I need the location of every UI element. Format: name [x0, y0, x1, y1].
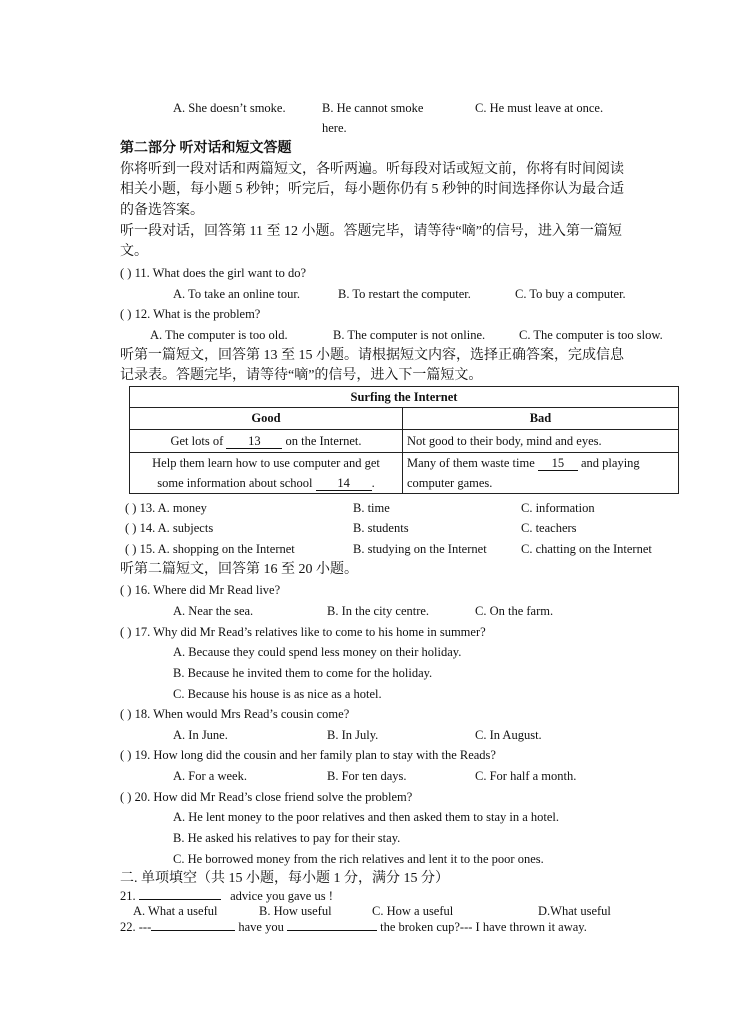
- q17-option-c: C. Because his house is as nice as a hotel.: [173, 687, 382, 701]
- q16-option-c: C. On the farm.: [475, 604, 554, 618]
- q21-text: advice you gave us !: [230, 889, 333, 903]
- q18-option-a: A. In June.: [173, 728, 228, 742]
- table-cell-bad-2: [403, 453, 679, 494]
- table-cell-good-1: [130, 430, 403, 453]
- passage1-instruction-line1: 听第一篇短文，回答第 13 至 15 小题。请根据短文内容，选择正确答案，完成信息: [120, 348, 624, 363]
- q18-option-b: B. In July.: [327, 728, 379, 742]
- q19-option-c: C. For half a month.: [475, 769, 577, 783]
- q17-stem: ( ) 17. Why did Mr Read’s relatives like to come to his home in summer?: [120, 625, 486, 639]
- q11-stem: ( ) 11. What does the girl want to do?: [120, 266, 307, 280]
- q18-stem: ( ) 18. When would Mrs Read’s cousin come?: [120, 707, 350, 721]
- q21-blank: [139, 899, 221, 900]
- q13-option-c: C. information: [521, 501, 595, 515]
- q16-stem: ( ) 16. Where did Mr Read live?: [120, 583, 281, 597]
- q21-option-c: C. How a useful: [372, 904, 454, 918]
- q22-blank-2: [287, 930, 377, 931]
- blank-15: 15: [538, 457, 578, 471]
- dialog-instruction-line1: 听一段对话，回答第 11 至 12 小题。答题完毕，请等待“嘀”的信号，进入第一篇短: [120, 224, 622, 239]
- bad-2-suffix: and playing: [581, 456, 640, 470]
- q12-option-c: C. The computer is too slow.: [519, 328, 663, 342]
- q19-option-a: A. For a week.: [173, 769, 247, 783]
- section2-title: 二. 单项填空（共 15 小题，每小题 1 分，满分 15 分）: [120, 871, 449, 886]
- surfing-info-table: [129, 386, 679, 494]
- passage2-instruction: 听第二篇短文，回答第 16 至 20 小题。: [120, 562, 358, 577]
- q16-option-a: A. Near the sea.: [173, 604, 254, 618]
- q15-option-c: C. chatting on the Internet: [521, 542, 652, 556]
- q22-number: 22. ---: [120, 920, 152, 934]
- q22-line: [120, 919, 587, 935]
- table-cell-good-2: [130, 453, 403, 494]
- q20-option-b: B. He asked his relatives to pay for their stay.: [173, 831, 401, 845]
- q11-option-c: C. To buy a computer.: [515, 287, 626, 301]
- bad-2-line2: computer games.: [407, 476, 493, 490]
- part2-intro-line2: 相关小题，每小题 5 秒钟；听完后，每小题你仍有 5 秒钟的时间选择你认为最合适: [120, 182, 624, 197]
- q12-option-b: B. The computer is not online.: [333, 328, 486, 342]
- q17-option-b: B. Because he invited them to come for the holiday.: [173, 666, 433, 680]
- q15-option-b: B. studying on the Internet: [353, 542, 487, 556]
- table-header-good: Good: [130, 408, 403, 430]
- q21-option-b: B. How useful: [259, 904, 332, 918]
- q21-line: [120, 888, 333, 904]
- q16-option-b: B. In the city centre.: [327, 604, 430, 618]
- table-cell-bad-1: Not good to their body, mind and eyes.: [403, 430, 679, 453]
- q20-option-a: A. He lent money to the poor relatives and then asked them to stay in a hotel.: [173, 810, 560, 824]
- q21-option-a: A. What a useful: [133, 904, 218, 918]
- q10-option-b-cont: here.: [322, 121, 347, 135]
- q22-mid: have you: [238, 920, 284, 934]
- q10-option-b: B. He cannot smoke: [322, 101, 424, 115]
- q13-stem: ( ) 13. A. money: [125, 501, 207, 515]
- blank-14: 14: [316, 477, 372, 491]
- q14-option-c: C. teachers: [521, 521, 577, 535]
- part2-intro-line1: 你将听到一段对话和两篇短文，各听两遍。听每段对话或短文前，你将有时间阅读: [120, 162, 624, 177]
- good-1-suffix: on the Internet.: [285, 433, 362, 448]
- q22-end: the broken cup?--- I have thrown it away.: [380, 920, 587, 934]
- part2-intro-line3: 的备选答案。: [120, 203, 204, 218]
- bad-2-prefix: Many of them waste time: [407, 456, 535, 470]
- q21-option-d: D.What useful: [538, 904, 611, 918]
- q11-option-b: B. To restart the computer.: [338, 287, 471, 301]
- q22-blank-1: [151, 930, 235, 931]
- table-title: Surfing the Internet: [130, 387, 679, 408]
- q11-option-a: A. To take an online tour.: [173, 287, 300, 301]
- good-2-prefix: some information about school: [157, 476, 313, 490]
- q18-option-c: C. In August.: [475, 728, 542, 742]
- blank-13: 13: [226, 435, 282, 449]
- passage1-instruction-line2: 记录表。答题完毕，请等待“嘀”的信号，进入下一篇短文。: [120, 368, 483, 383]
- q19-stem: ( ) 19. How long did the cousin and her family plan to stay with the Reads?: [120, 748, 496, 762]
- good-2-line1: Help them learn how to use computer and get: [152, 456, 380, 470]
- dialog-instruction-line2: 文。: [120, 244, 148, 259]
- q10-option-c: C. He must leave at once.: [475, 101, 604, 115]
- good-2-suffix: .: [371, 476, 375, 490]
- q20-option-c: C. He borrowed money from the rich relatives and lent it to the poor ones.: [173, 852, 544, 866]
- good-1-prefix: Get lots of: [170, 433, 224, 448]
- q17-option-a: A. Because they could spend less money on their holiday.: [173, 645, 462, 659]
- q14-option-b: B. students: [353, 521, 409, 535]
- q19-option-b: B. For ten days.: [327, 769, 407, 783]
- q20-stem: ( ) 20. How did Mr Read’s close friend solve the problem?: [120, 790, 413, 804]
- q21-number: 21.: [120, 889, 136, 903]
- table-header-bad: Bad: [403, 408, 679, 430]
- q10-option-a: A. She doesn’t smoke.: [173, 101, 286, 115]
- q15-stem: ( ) 15. A. shopping on the Internet: [125, 542, 295, 556]
- q12-stem: ( ) 12. What is the problem?: [120, 307, 261, 321]
- q13-option-b: B. time: [353, 501, 390, 515]
- part2-title: 第二部分 听对话和短文答题: [120, 141, 292, 156]
- q12-option-a: A. The computer is too old.: [150, 328, 288, 342]
- q14-stem: ( ) 14. A. subjects: [125, 521, 214, 535]
